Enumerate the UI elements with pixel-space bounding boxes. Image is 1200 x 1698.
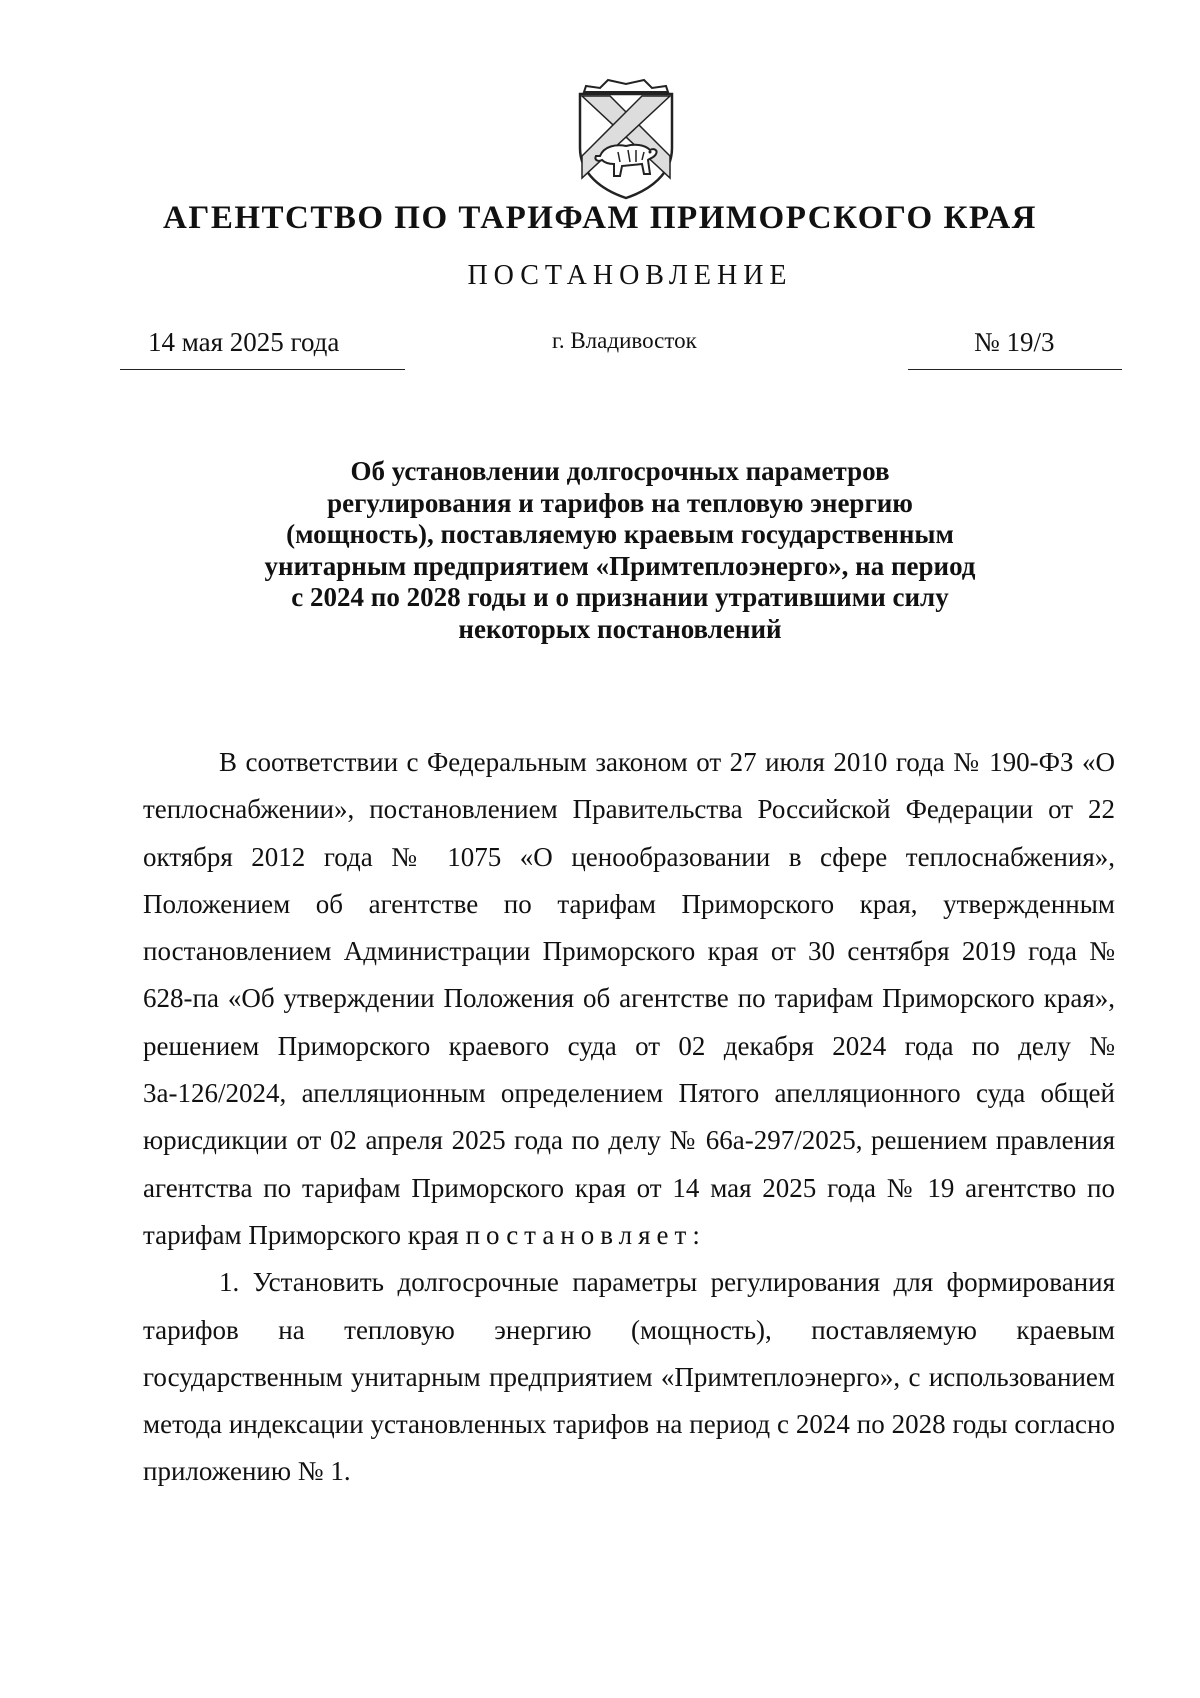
resolves-word: постановляет: bbox=[465, 1219, 706, 1250]
document-body bbox=[143, 739, 1115, 1496]
date-underline bbox=[120, 369, 405, 370]
document-title: Об установлении долгосрочных параметров регулирования и тарифов на тепловую энергию (мощность), поставляемую краевым государственным унитарным предприятием «Примтеплоэнерго», на период с 2024 по 2028 годы и о признании утратившими силу некоторых постановлений bbox=[264, 456, 976, 644]
document-number: № 19/3 bbox=[974, 327, 1055, 357]
coat-of-arms-tiger-icon bbox=[570, 78, 682, 200]
document-date: 14 мая 2025 года bbox=[148, 327, 340, 357]
preamble-paragraph bbox=[143, 739, 1115, 1259]
item-1-paragraph: 1. Установить долгосрочные параметры регулирования для формирования тарифов на тепловую энергию (мощность), поставляемую краевым государственным унитарным предприятием «Примтеплоэнерго», с использованием метода индексации установленных тарифов на период с 2024 по 2028 годы согласно приложению № 1. bbox=[143, 1267, 1115, 1487]
preamble-text: В соответствии с Федеральным законом от 27 июля 2010 года № 190-ФЗ «О теплоснабжении», постановлением Правительства Российской Федерации от 22 октября 2012 года № 1075 «О ценообразовании в сфере теплоснабжения», Положением об агентстве по тарифам Приморского края, утвержденным постановлением Администрации Приморского края от 30 сентября 2019 года № 628-па «Об утверждении Положения об агентстве по тарифам Приморского края», решением Приморского краевого суда от 02 декабря 2024 года по делу № 3а-126/2024, апелляционным определением Пятого апелляционного суда общей юрисдикции от 02 апреля 2025 года по делу № 66а-297/2025, решением правления агентства по тарифам Приморского края от 14 мая 2025 года № 19 агентство по тарифам Приморского края bbox=[143, 747, 1115, 1250]
number-underline bbox=[908, 369, 1122, 370]
document-type: ПОСТАНОВЛЕНИЕ bbox=[467, 260, 793, 291]
document-city: г. Владивосток bbox=[552, 328, 697, 353]
agency-name: АГЕНТСТВО ПО ТАРИФАМ ПРИМОРСКОГО КРАЯ bbox=[163, 200, 1037, 236]
